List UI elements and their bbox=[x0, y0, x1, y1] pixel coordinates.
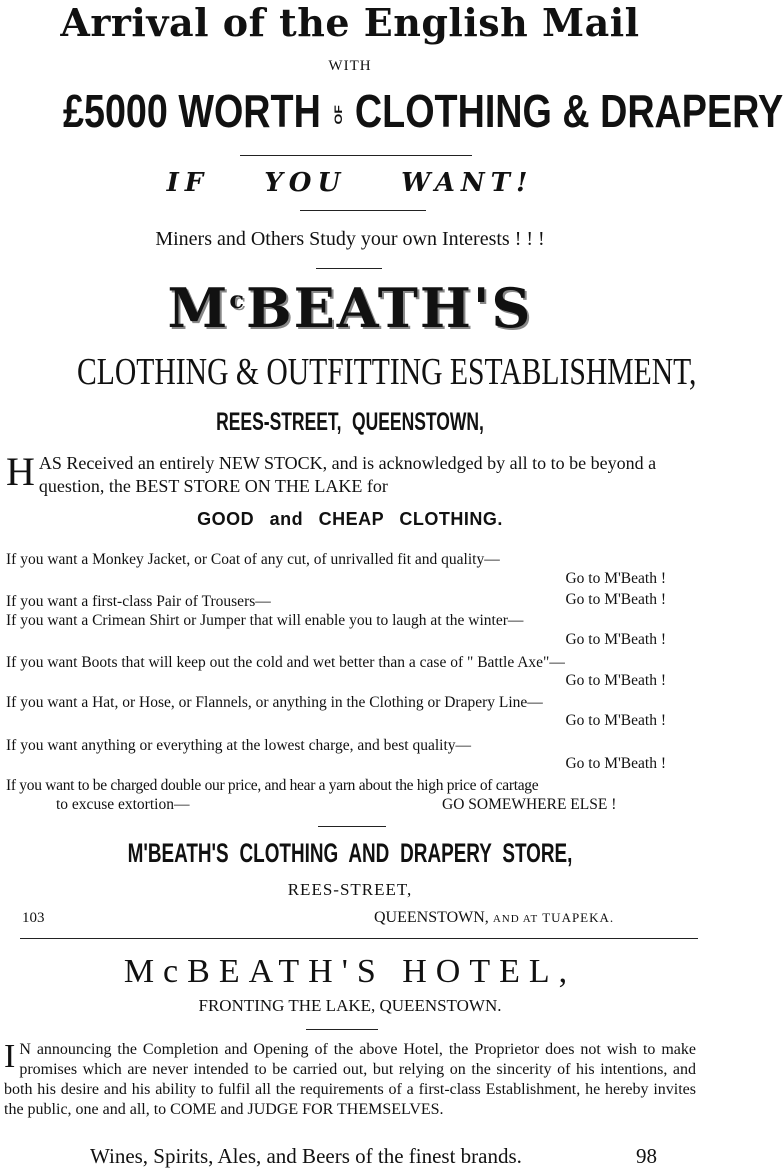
want-line-4: If you want Boots that will keep out the cold and wet better than a case of " Battle Axe"— bbox=[6, 654, 565, 671]
mcbeath-m: M bbox=[167, 276, 230, 340]
queenstown-tuapeka bbox=[374, 909, 614, 927]
tuapeka-label: TUAPEKA. bbox=[542, 910, 615, 925]
intro-paragraph bbox=[6, 449, 694, 498]
divider-rule bbox=[240, 155, 472, 156]
ad-number: 103 bbox=[22, 910, 45, 926]
wines-line: Wines, Spirits, Ales, and Beers of the finest brands. bbox=[90, 1144, 522, 1168]
section-separator bbox=[20, 938, 698, 939]
headline-of: OF bbox=[331, 105, 345, 125]
want-line-3: If you want a Crimean Shirt or Jumper that will enable you to laugh at the winter— bbox=[6, 612, 524, 629]
goto-line-4: Go to M'Beath ! bbox=[565, 672, 666, 689]
headline bbox=[63, 84, 783, 138]
goto-line-2: Go to M'Beath ! bbox=[565, 591, 666, 608]
want-line-5: If you want a Hat, or Hose, or Flannels, or anything in the Clothing or Drapery Line— bbox=[6, 694, 543, 711]
want-line-7: If you want to be charged double our price, and hear a yarn about the high price of cartage bbox=[6, 777, 539, 794]
goto-line-5: Go to M'Beath ! bbox=[565, 712, 666, 729]
store-heading: M'BEATH'S CLOTHING AND DRAPERY STORE, bbox=[127, 838, 573, 868]
mcbeath-heading bbox=[0, 276, 700, 340]
good-cheap-line: GOOD and CHEAP CLOTHING. bbox=[197, 509, 503, 529]
intro-text: AS Received an entirely NEW STOCK, and is acknowledged by all to to be beyond a question, the BEST STORE ON THE LAKE for bbox=[38, 453, 657, 496]
ad-title: Arrival of the English Mail bbox=[60, 0, 640, 45]
mcbeath-rest: BEATH'S bbox=[245, 276, 533, 340]
goto-line-3: Go to M'Beath ! bbox=[565, 631, 666, 648]
extortion-line: to excuse extortion— bbox=[56, 796, 190, 813]
miners-line: Miners and Others Study your own Interests ! ! ! bbox=[155, 228, 545, 250]
hotel-dropcap: I bbox=[4, 1038, 16, 1075]
rees-street-line: REES-STREET, bbox=[287, 880, 413, 899]
establishment-heading: CLOTHING & OUTFITTING ESTABLISHMENT, bbox=[77, 351, 697, 393]
headline-left: £5000 WORTH bbox=[63, 85, 321, 137]
page-number: 98 bbox=[636, 1144, 657, 1168]
with-label: WITH bbox=[328, 58, 372, 74]
fronting-line: FRONTING THE LAKE, QUEENSTOWN. bbox=[198, 996, 502, 1015]
divider-rule bbox=[316, 268, 382, 269]
hotel-text: N announcing the Completion and Opening of the above Hotel, the Proprietor does not wish to make promises which are never intended to be carried out, but relying on the sincerity of his intentions, and both his desire and his ability to fulfil all the requirements of a first-class Establishment, he hereby invites the public, one and all, to COME and JUDGE FOR THEMSELVES. bbox=[4, 1041, 696, 1118]
want-line-1: If you want a Monkey Jacket, or Coat of any cut, of unrivalled fit and quality— bbox=[6, 551, 500, 568]
divider-rule bbox=[300, 210, 426, 211]
if-you-want: IF YOU WANT! bbox=[166, 168, 534, 198]
queenstown-label: QUEENSTOWN, bbox=[374, 909, 489, 926]
somewhere-else: GO SOMEWHERE ELSE ! bbox=[442, 796, 617, 813]
divider-rule bbox=[318, 826, 386, 827]
headline-right: CLOTHING & DRAPERY bbox=[354, 85, 783, 137]
goto-line-1: Go to M'Beath ! bbox=[565, 570, 666, 587]
intro-dropcap: H bbox=[6, 449, 35, 494]
goto-line-6: Go to M'Beath ! bbox=[565, 755, 666, 772]
address-line: REES-STREET, QUEENSTOWN, bbox=[216, 408, 484, 436]
want-line-6: If you want anything or everything at the lowest charge, and best quality— bbox=[6, 737, 472, 754]
want-line-2: If you want a first-class Pair of Trousers— bbox=[6, 593, 271, 610]
mcbeath-c: c bbox=[229, 285, 246, 314]
hotel-title: McBEATH'S HOTEL, bbox=[123, 953, 577, 990]
and-at-label: AND AT bbox=[492, 913, 539, 925]
